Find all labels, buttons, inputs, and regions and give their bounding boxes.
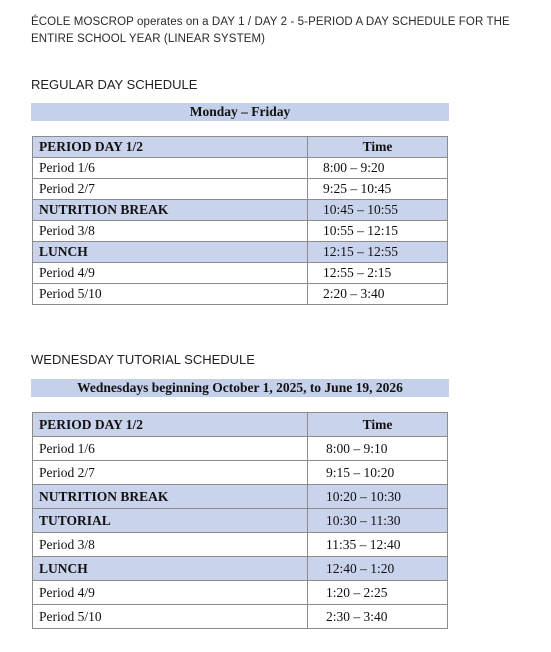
table-row — [33, 485, 448, 509]
table-row — [33, 437, 448, 461]
period-time: 12:55 – 2:15 — [323, 265, 392, 280]
period-time-cell — [308, 509, 448, 533]
intro-text: ÉCOLE MOSCROP operates on a DAY 1 / DAY 2 - 5-PERIOD A DAY SCHEDULE FOR THE ENTIRE SCHOOL YEAR (LINEAR SYSTEM) — [31, 16, 510, 45]
table-row — [33, 242, 448, 263]
period-time-cell — [308, 158, 448, 179]
period-time: 2:20 – 3:40 — [323, 286, 385, 301]
wednesday-schedule-table — [32, 412, 448, 629]
table-row — [33, 158, 448, 179]
table-row — [33, 557, 448, 581]
period-time-cell — [308, 437, 448, 461]
table-header-row — [33, 137, 448, 158]
period-time: 9:25 – 10:45 — [323, 181, 392, 196]
period-time-cell — [308, 284, 448, 305]
period-label: Period 5/10 — [33, 284, 308, 305]
wednesday-banner: Wednesdays beginning October 1, 2025, to June 19, 2026 — [31, 379, 449, 397]
regular-banner: Monday – Friday — [31, 103, 449, 121]
period-label: Period 4/9 — [33, 581, 308, 605]
table-row — [33, 179, 448, 200]
table-header-row — [33, 413, 448, 437]
header-time: Time — [308, 413, 448, 437]
period-time-cell — [308, 557, 448, 581]
period-time-cell — [308, 221, 448, 242]
period-time-cell — [308, 461, 448, 485]
period-label: LUNCH — [33, 557, 308, 581]
period-label: Period 4/9 — [33, 263, 308, 284]
period-time: 12:15 – 12:55 — [323, 244, 399, 259]
period-time: 1:20 – 2:25 — [326, 584, 388, 600]
period-time-cell — [308, 263, 448, 284]
period-label: Period 5/10 — [33, 605, 308, 629]
period-label: TUTORIAL — [33, 509, 308, 533]
header-time: Time — [308, 137, 448, 158]
regular-section-title: REGULAR DAY SCHEDULE — [31, 77, 198, 92]
period-time: 2:30 – 3:40 — [326, 608, 388, 624]
period-label: Period 1/6 — [33, 437, 308, 461]
period-time-cell — [308, 581, 448, 605]
period-time-cell — [308, 605, 448, 629]
table-row — [33, 263, 448, 284]
wednesday-section-title: WEDNESDAY TUTORIAL SCHEDULE — [31, 352, 255, 367]
period-time: 11:35 – 12:40 — [326, 536, 401, 552]
period-time: 12:40 – 1:20 — [326, 560, 395, 576]
table-row — [33, 605, 448, 629]
period-time-cell — [308, 200, 448, 221]
table-row — [33, 284, 448, 305]
period-time: 9:15 – 10:20 — [326, 464, 395, 480]
table-row — [33, 461, 448, 485]
period-time-cell — [308, 485, 448, 509]
period-label: Period 3/8 — [33, 533, 308, 557]
table-row — [33, 200, 448, 221]
period-label: Period 2/7 — [33, 461, 308, 485]
period-label: Period 2/7 — [33, 179, 308, 200]
period-label: Period 3/8 — [33, 221, 308, 242]
period-time: 10:45 – 10:55 — [323, 202, 399, 217]
table-row — [33, 533, 448, 557]
table-row — [33, 581, 448, 605]
table-row — [33, 509, 448, 533]
period-time: 10:30 – 11:30 — [326, 512, 401, 528]
header-period: PERIOD DAY 1/2 — [33, 413, 308, 437]
period-label: NUTRITION BREAK — [33, 200, 308, 221]
period-time: 10:20 – 10:30 — [326, 488, 402, 504]
period-time-cell — [308, 533, 448, 557]
period-time: 8:00 – 9:20 — [323, 160, 385, 175]
regular-schedule-table — [32, 136, 448, 305]
period-label: Period 1/6 — [33, 158, 308, 179]
period-time: 8:00 – 9:10 — [326, 440, 388, 456]
period-label: NUTRITION BREAK — [33, 485, 308, 509]
period-label: LUNCH — [33, 242, 308, 263]
period-time-cell — [308, 179, 448, 200]
period-time: 10:55 – 12:15 — [323, 223, 399, 238]
period-time-cell — [308, 242, 448, 263]
header-period: PERIOD DAY 1/2 — [33, 137, 308, 158]
table-row — [33, 221, 448, 242]
